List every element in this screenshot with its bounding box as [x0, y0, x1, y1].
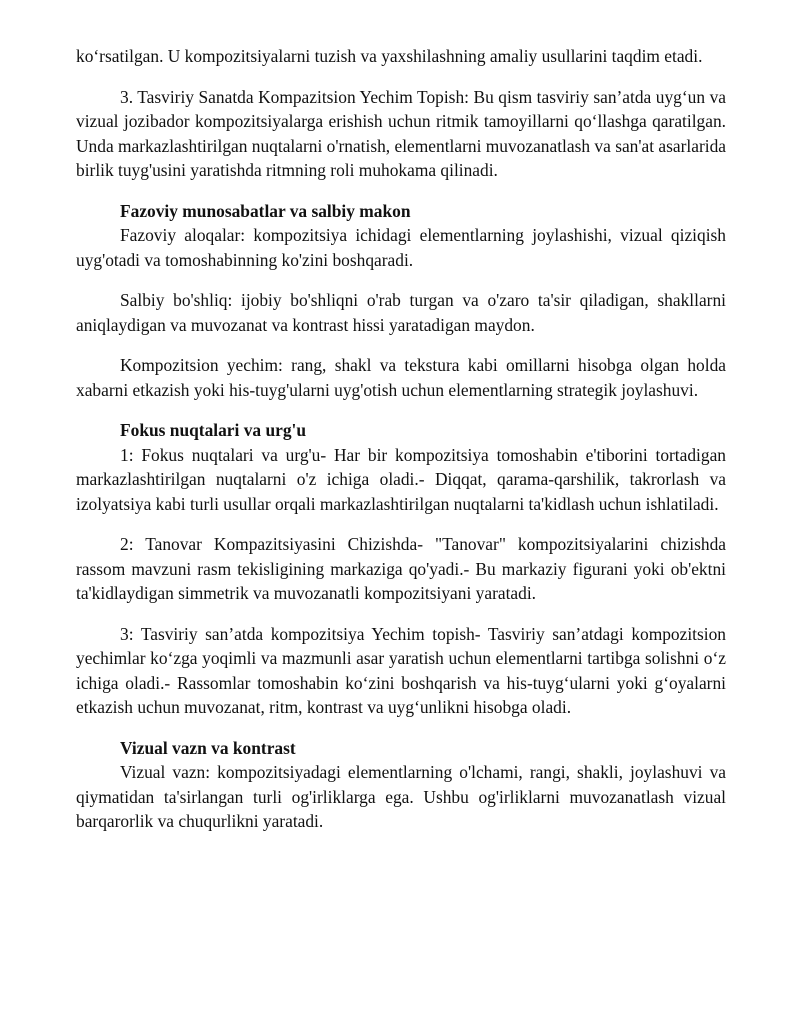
paragraph-continuation: ko‘rsatilgan. U kompozitsiyalarni tuzish va yaxshilashning amaliy usullarini taqdim etadi. — [76, 46, 703, 66]
heading-visual-weight: Vizual vazn va kontrast — [120, 737, 296, 758]
paragraph-focal-points-2: 2: Tanovar Kompazitsiyasini Chizishda- "Tanovar" kompozitsiyalarini chizishda rassom mavzuni rasm tekisligining markaziga qo'yadi.- Bu markaziy figurani yoki ob'ektni ta'kidlaydigan simmetrik va muvozanatli kompozitsiyani yaratadi. — [76, 534, 726, 603]
paragraph-visual-weight: Vizual vazn: kompozitsiyadagi elementlarning o'lchami, rangi, shakli, joylashuvi va qiymatidan ta'sirlangan turli og'irliklarga ega. Ushbu og'irliklarni muvozanatlash vizual barqarorlik va chuqurlikni yaratadi. — [76, 762, 726, 831]
paragraph-focal-points-1: 1: Fokus nuqtalari va urg'u- Har bir kompozitsiya tomoshabin e'tiborini tortadigan markazlashtirilgan nuqtalarni o'z ichiga oladi.- Diqqat, qarama-qarshilik, takrorlash va izolyatsiya kabi turli usullar orqali markazlashtirilgan nuqtalarni ta'kidlash uchun ishlatiladi. — [76, 444, 726, 514]
paragraph-spatial-relations: Fazoviy aloqalar: kompozitsiya ichidagi elementlarning joylashishi, vizual qiziqish uyg'otadi va tomoshabinning ko'zini boshqaradi. — [76, 225, 726, 270]
paragraph-negative-space: Salbiy bo'shliq: ijobiy bo'shliqni o'rab turgan va o'zaro ta'sir qiladigan, shakllarni aniqlaydigan va muvozanat va kontrast hissi yaratadigan maydon. — [76, 290, 726, 335]
paragraph-section-3: 3. Tasviriy Sanatda Kompazitsion Yechim Topish: Bu qism tasviriy san’atda uyg‘un va vizual jozibador kompozitsiyalarga erishish uchun ritmik tamoyillarni qo‘llashga qaratilgan. Unda markazlashtirilgan nuqtalarni o'rnatish, elementlarni muvozanatlash va san'at asarlarida birlik tuyg'usini yaratishda ritmning roli muhokama qilinadi. — [76, 86, 726, 180]
paragraph-focal-points-3: 3: Tasviriy san’atda kompozitsiya Yechim topish- Tasviriy san’atdagi kompozitsion yechimlar ko‘zga yoqimli va mazmunli asar yaratish uchun elementlarni tartibga solishni o‘z ichiga oladi.- Rassomlar tomoshabin ko‘zini boshqarish va his-tuyg‘ularni yoki g‘oyalarni etkazish uchun muvozanat, ritm, kontrast va uyg‘unlikni hisobga oladi. — [76, 623, 726, 717]
heading-spatial-relations: Fazoviy munosabatlar va salbiy makon — [120, 200, 411, 221]
paragraph-compositional-solution: Kompozitsion yechim: rang, shakl va tekstura kabi omillarni hisobga olgan holda xabarni etkazish yoki his-tuyg'ularni uyg'otish uchun elementlarning strategik joylashuvi. — [76, 355, 726, 400]
heading-focal-points: Fokus nuqtalari va urg'u — [120, 420, 307, 440]
